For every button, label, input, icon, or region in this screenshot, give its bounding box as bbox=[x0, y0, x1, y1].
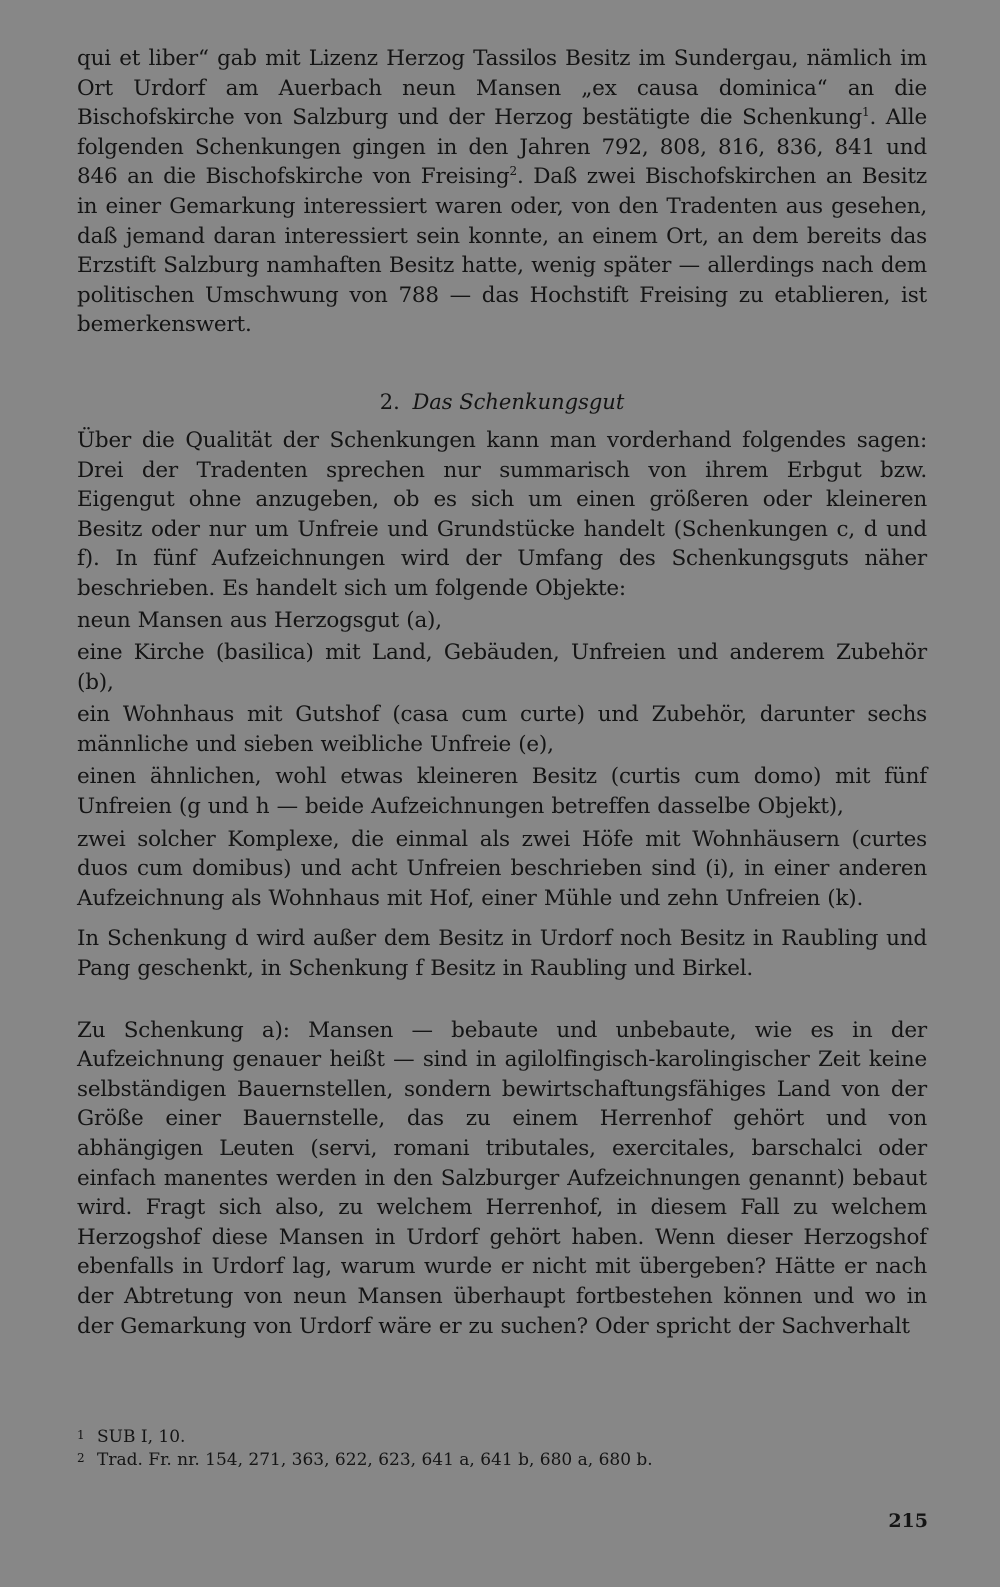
section-number: 2. bbox=[379, 389, 400, 414]
footnotes bbox=[77, 1426, 927, 1472]
object-item: neun Mansen aus Herzogsgut (a), bbox=[77, 607, 442, 633]
section-heading bbox=[77, 388, 927, 416]
schenkung-a-paragraph: Zu Schenkung a): Mansen — bebaute und unbebaute, wie es in der Aufzeichnung genauer heißt — sind in agilolfingisch-karolingischer Zeit keine selbständigen Bauernstellen, sondern bewirtschaftungsfähiges Land von der Größe einer Bauernstelle, das zu einem Herrenhof gehört und von abhängigen Leuten (servi, romani tributales, exercitales, barschalci oder einfach manentes werden in den Salzburger Aufzeichnungen genannt) bebaut wird. Fragt sich also, zu welchem Herrenhof, in diesem Fall zu welchem Herzogshof diese Mansen in Urdorf gehört haben. Wenn dieser Herzogshof ebenfalls in Urdorf lag, warum wurde er nicht mit übergeben? Hätte er nach der Abtretung von neun Mansen überhaupt fortbestehen können und wo in der Gemarkung von Urdorf wäre er zu suchen? Oder spricht der Sachverhalt bbox=[77, 1017, 927, 1339]
footnote-mark: 1 bbox=[77, 1428, 85, 1442]
footnote-text: SUB I, 10. bbox=[97, 1427, 186, 1447]
footnote-ref-2[interactable]: 2 bbox=[509, 164, 517, 179]
spacer bbox=[77, 984, 927, 1016]
page-number: 215 bbox=[888, 1510, 928, 1532]
object-item: ein Wohnhaus mit Gutshof (casa cum curte) und Zubehör, darunter sechs männliche und sieben weibliche Unfreie (e), bbox=[77, 702, 927, 757]
intro-paragraph bbox=[77, 44, 927, 340]
quality-paragraph: Über die Qualität der Schenkungen kann man vorderhand folgendes sagen: Drei der Tradenten sprechen nur summarisch von ihrem Erbgut bzw. Eigengut ohne anzugeben, ob es sich um einen größeren oder kleineren Besitz oder nur um Unfreie und Grundstücke handelt (Schenkungen c, d und f). In fünf Aufzeichnungen wird der Umfang des Schenkungsguts näher beschrieben. Es handelt sich um folgende Objekte: bbox=[77, 427, 927, 601]
intro-text-part2: . Alle folgenden Schenkungen gingen in den Jahren 792, 808, 816, 836, 841 und 846 an die Bischofskirche von Freising bbox=[77, 105, 927, 190]
intro-text-part1: qui et liber“ gab mit Lizenz Herzog Tassilos Besitz im Sundergau, nämlich im Ort Urdorf am Auerbach neun Mansen „ex causa dominica“ an die Bischofskirche von Salzburg und der Herzog bestätigte die Schenkung bbox=[77, 46, 927, 131]
objects-list bbox=[77, 606, 927, 914]
page-body bbox=[77, 44, 927, 1341]
section-title: Das Schenkungsgut bbox=[412, 389, 625, 414]
intro-text-part3: . Daß zwei Bischofskirchen an Besitz in einer Gemarkung interessiert waren oder, von den Tradenten aus gesehen, daß jemand daran interessiert sein konnte, an einem Ort, an dem bereits das Erzstift Salzburg namhaften Besitz hatte, wenig später — allerdings nach dem politischen Umschwung von 788 — das Hochstift Freising zu etablieren, ist bemerkenswert. bbox=[77, 164, 928, 338]
spacer bbox=[77, 916, 927, 924]
footnote-text: Trad. Fr. nr. 154, 271, 363, 622, 623, 641 a, 641 b, 680 a, 680 b. bbox=[97, 1450, 653, 1470]
object-item: zwei solcher Komplexe, die einmal als zwei Höfe mit Wohnhäusern (curtes duos cum domibus) und acht Unfreien beschrieben sind (i), in einer anderen Aufzeichnung als Wohnhaus mit Hof, einer Mühle und zehn Unfreien (k). bbox=[77, 826, 927, 911]
footnote-2 bbox=[77, 1449, 927, 1472]
footnote-ref-1[interactable]: 1 bbox=[862, 105, 870, 120]
footnote-mark: 2 bbox=[77, 1451, 85, 1465]
object-item: eine Kirche (basilica) mit Land, Gebäuden, Unfreien und anderem Zubehör (b), bbox=[77, 640, 927, 695]
object-item: einen ähnlichen, wohl etwas kleineren Besitz (curtis cum domo) mit fünf Unfreien (g und h — beide Aufzeichnungen betreffen dasselbe Objekt), bbox=[77, 764, 927, 820]
schenkung-d-paragraph: In Schenkung d wird außer dem Besitz in Urdorf noch Besitz in Raubling und Pang geschenkt, in Schenkung f Besitz in Raubling und Birkel. bbox=[77, 926, 927, 982]
footnote-1 bbox=[77, 1426, 927, 1449]
